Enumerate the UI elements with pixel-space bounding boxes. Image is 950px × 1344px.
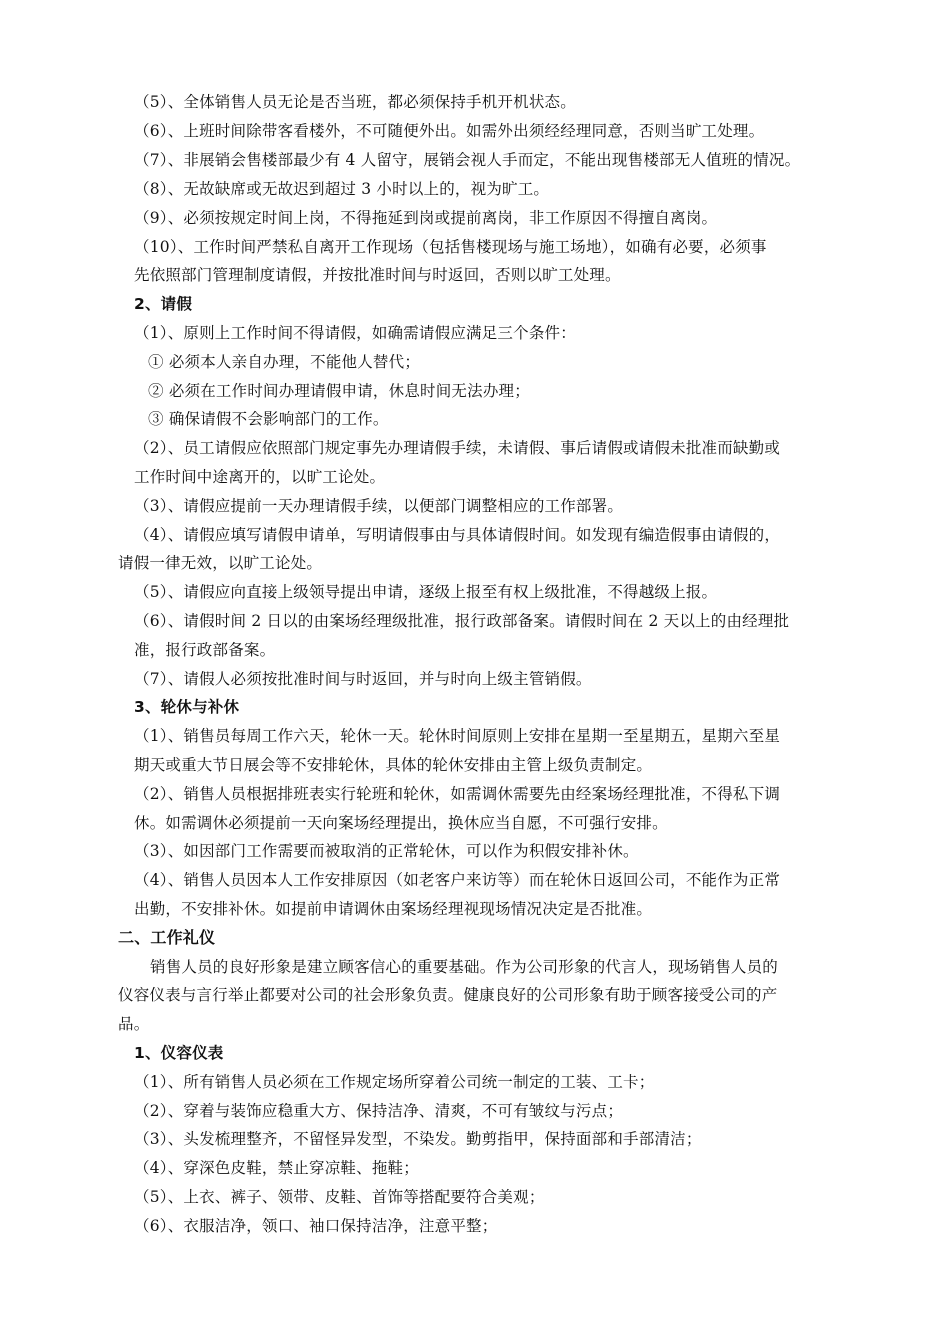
- leave-condition-2: ② 必须在工作时间办理请假申请，休息时间无法办理；: [148, 382, 530, 400]
- appearance-rule-4: （4）、穿深色皮鞋，禁止穿凉鞋、拖鞋；: [134, 1159, 419, 1177]
- section-heading-leave: 2、请假: [134, 295, 193, 313]
- leave-rule-5: （5）、请假应向直接上级领导提出申请，逐级上报至有权上级批准，不得越级上报。: [134, 583, 718, 601]
- rotation-rule-2-cont: 休。如需调休必须提前一天向案场经理提出，换休应当自愿，不可强行安排。: [134, 814, 668, 832]
- rotation-rule-4: （4）、销售人员因本人工作安排原因（如老客户来访等）而在轮休日返回公司，不能作为正常: [134, 871, 781, 889]
- rule-10-leave-site: （10）、工作时间严禁私自离开工作现场（包括售楼现场与施工场地），如确有必要，必须事: [134, 238, 767, 256]
- appearance-rule-1: （1）、所有销售人员必须在工作规定场所穿着公司统一制定的工装、工卡；: [134, 1073, 655, 1091]
- rule-10-continued: 先依照部门管理制度请假，并按批准时间与时返回，否则以旷工处理。: [134, 266, 621, 284]
- rotation-rule-3: （3）、如因部门工作需要而被取消的正常轮休，可以作为积假安排补休。: [134, 842, 639, 860]
- leave-rule-6: （6）、请假时间 2 日以的由案场经理级批准，报行政部备案。请假时间在 2 天以上的由经理批: [134, 612, 790, 630]
- leave-condition-3: ③ 确保请假不会影响部门的工作。: [148, 410, 389, 428]
- appearance-rule-6: （6）、衣服洁净，领口、袖口保持洁净，注意平整；: [134, 1217, 498, 1235]
- leave-rule-3: （3）、请假应提前一天办理请假手续，以便部门调整相应的工作部署。: [134, 497, 624, 515]
- leave-rule-4: （4）、请假应填写请假申请单，写明请假事由与具体请假时间。如发现有编造假事由请假的，: [134, 526, 781, 544]
- appearance-rule-5: （5）、上衣、裤子、领带、皮鞋、首饰等搭配要符合美观；: [134, 1188, 545, 1206]
- rule-5-phone: （5）、全体销售人员无论是否当班，都必须保持手机开机状态。: [134, 93, 576, 111]
- etiquette-intro: 销售人员的良好形象是建立顾客信心的重要基础。作为公司形象的代言人，现场销售人员的: [150, 958, 779, 976]
- rotation-rule-2: （2）、销售人员根据排班表实行轮班和轮休，如需调休需要先由经案场经理批准，不得私下调: [134, 785, 781, 803]
- leave-rule-2-cont: 工作时间中途离开的，以旷工论处。: [134, 468, 386, 486]
- etiquette-intro-end: 品。: [118, 1015, 150, 1033]
- rotation-rule-1-cont: 期天或重大节日展会等不安排轮休，具体的轮休安排由主管上级负责制定。: [134, 756, 653, 774]
- leave-rule-2: （2）、员工请假应依照部门规定事先办理请假手续，未请假、事后请假或请假未批准而缺勤或: [134, 439, 781, 457]
- rule-7-staffing: （7）、非展销会售楼部最少有 4 人留守，展销会视人手而定，不能出现售楼部无人值班的情况。: [134, 151, 801, 169]
- section-heading-rotation: 3、轮休与补休: [134, 698, 240, 716]
- leave-rule-6-cont: 准，报行政部备案。: [134, 641, 276, 659]
- leave-rule-1: （1）、原则上工作时间不得请假，如确需请假应满足三个条件：: [134, 324, 576, 342]
- rotation-rule-1: （1）、销售员每周工作六天，轮休一天。轮休时间原则上安排在星期一至星期五，星期六至星: [134, 727, 781, 745]
- rotation-rule-4-cont: 出勤，不安排补休。如提前申请调休由案场经理视现场情况决定是否批准。: [134, 900, 653, 918]
- leave-rule-7: （7）、请假人必须按批准时间与时返回，并与时向上级主管销假。: [134, 670, 592, 688]
- leave-rule-4-cont: 请假一律无效，以旷工论处。: [118, 554, 323, 572]
- etiquette-intro-cont: 仪容仪表与言行举止都要对公司的社会形象负责。健康良好的公司形象有助于顾客接受公司的产: [118, 986, 778, 1004]
- section-heading-appearance: 1、仪容仪表: [134, 1044, 224, 1062]
- rule-8-absence: （8）、无故缺席或无故迟到超过 3 小时以上的，视为旷工。: [134, 180, 550, 198]
- appearance-rule-2: （2）、穿着与装饰应稳重大方、保持洁净、清爽，不可有皱纹与污点；: [134, 1102, 624, 1120]
- rule-9-on-time: （9）、必须按规定时间上岗，不得拖延到岗或提前离岗，非工作原因不得擅自离岗。: [134, 209, 718, 227]
- chapter-heading-etiquette: 二、工作礼仪: [118, 928, 216, 947]
- rule-6-going-out: （6）、上班时间除带客看楼外，不可随便外出。如需外出须经经理同意，否则当旷工处理。: [134, 122, 765, 140]
- appearance-rule-3: （3）、头发梳理整齐，不留怪异发型，不染发。勤剪指甲，保持面部和手部清洁；: [134, 1130, 702, 1148]
- leave-condition-1: ① 必须本人亲自办理，不能他人替代；: [148, 353, 421, 371]
